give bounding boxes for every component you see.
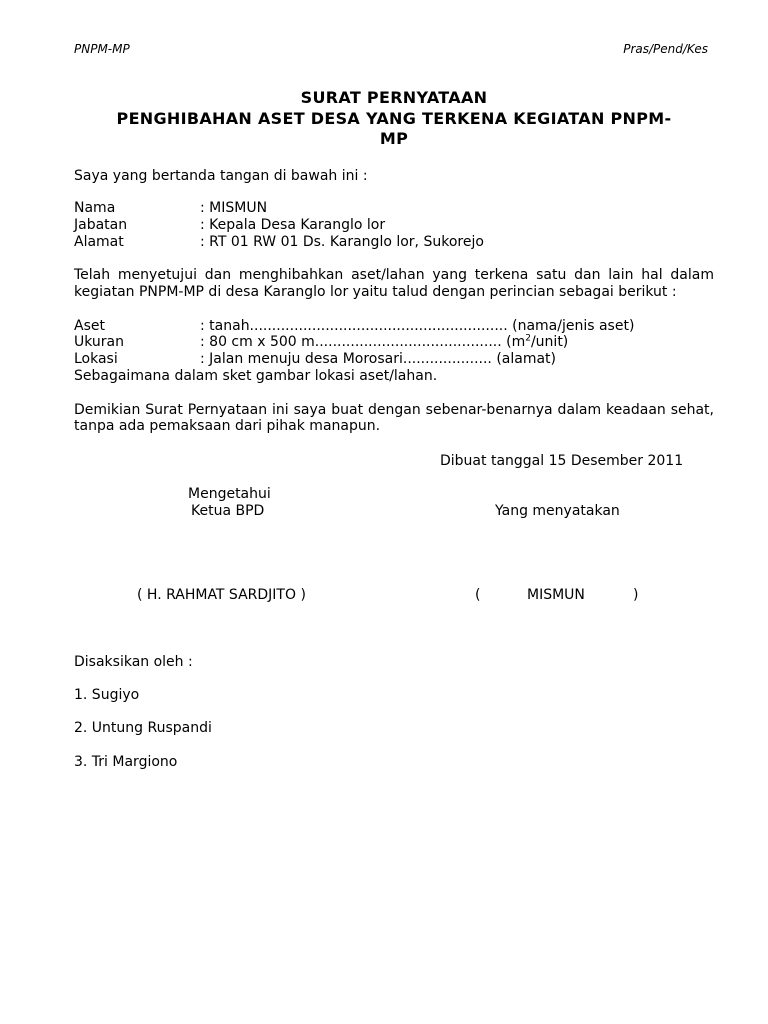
identity-value-position: : Kepala Desa Karanglo lor bbox=[200, 217, 386, 233]
size-value-unit: /unit) bbox=[530, 334, 569, 350]
closing-line-2: tanpa ada pemaksaan dari pihak manapun. bbox=[74, 418, 381, 434]
asset-label: Aset bbox=[74, 318, 105, 334]
header-right: Pras/Pend/Kes bbox=[623, 42, 708, 56]
witness-item: 1. Sugiyo bbox=[74, 687, 140, 703]
witness-item: 3. Tri Margiono bbox=[74, 754, 178, 770]
witness-item: 2. Untung Ruspandi bbox=[74, 720, 212, 736]
size-label: Ukuran bbox=[74, 334, 125, 350]
identity-value-name: : MISMUN bbox=[200, 200, 268, 216]
right-signer-paren-close: ) bbox=[633, 587, 639, 603]
title-line-3: MP bbox=[379, 129, 409, 148]
title-line-1: SURAT PERNYATAAN bbox=[300, 88, 488, 107]
identity-label-position: Jabatan bbox=[74, 217, 128, 233]
size-superscript: 2 bbox=[525, 333, 531, 344]
left-signer-name: ( H. RAHMAT SARDJITO ) bbox=[137, 587, 306, 603]
left-signer-title-1: Mengetahui bbox=[188, 486, 271, 502]
sketch-note: Sebagaimana dalam sket gambar lokasi aset/lahan. bbox=[74, 368, 438, 384]
location-label: Lokasi bbox=[74, 351, 118, 367]
closing-line-1: Demikian Surat Pernyataan ini saya buat dengan sebenar-benarnya dalam keadaan sehat, bbox=[74, 402, 714, 418]
date-line: Dibuat tanggal 15 Desember 2011 bbox=[440, 453, 684, 469]
agreement-line-1: Telah menyetujui dan menghibahkan aset/lahan yang terkena satu dan lain hal dalam bbox=[74, 267, 714, 283]
witness-label: Disaksikan oleh : bbox=[74, 654, 193, 670]
identity-value-address: : RT 01 RW 01 Ds. Karanglo lor, Sukorejo bbox=[200, 234, 484, 250]
left-signer-title-2: Ketua BPD bbox=[191, 503, 265, 519]
intro-text: Saya yang bertanda tangan di bawah ini : bbox=[74, 168, 368, 184]
right-signer-name: MISMUN bbox=[527, 587, 585, 603]
size-value bbox=[200, 334, 568, 351]
identity-label-address: Alamat bbox=[74, 234, 124, 250]
size-value-text: : 80 cm x 500 m.......................................... (m bbox=[200, 334, 526, 350]
right-signer-paren-open: ( bbox=[475, 587, 481, 603]
location-value: : Jalan menuju desa Morosari.................... (alamat) bbox=[200, 351, 557, 367]
title-line-2: PENGHIBAHAN ASET DESA YANG TERKENA KEGIATAN PNPM- bbox=[116, 109, 672, 128]
right-signer-title: Yang menyatakan bbox=[495, 503, 620, 519]
agreement-line-2: kegiatan PNPM-MP di desa Karanglo lor yaitu talud dengan perincian sebagai berikut : bbox=[74, 284, 677, 300]
identity-label-name: Nama bbox=[74, 200, 116, 216]
asset-value: : tanah.......................................................... (nama/jenis aset) bbox=[200, 318, 635, 334]
header-left: PNPM-MP bbox=[74, 42, 130, 56]
